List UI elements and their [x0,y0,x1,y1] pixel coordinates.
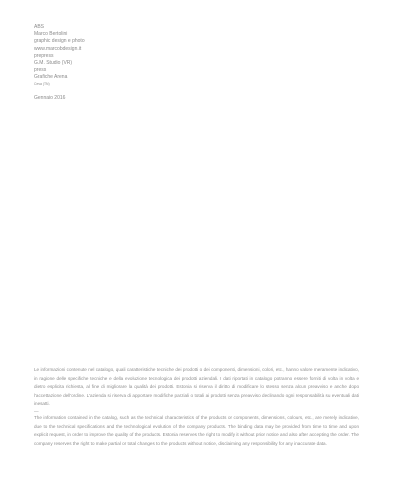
disclaimer-italian: Le informazioni contenute nel catalogo, quali caratteristiche tecniche dei prodotti o dei componenti, dimensioni, colori, etc., hanno valore meramente indicativo, in ragione delle specifiche tecniche e della evoluzione tecnologica dei prodotti aziendali. I dati riportati in catalogo potranno essere forniti di volta in volta e dietro esplicita richiesta, al fine di migliorare la qualità dei prodotti. Estonia si riserva il diritto di modificare lo stesso senza alcun preavviso e anche dopo l'accettazione dell'ordine. L'azienda si riserva di apportare modifiche parziali o totali ai prodotti senza preavviso declinando ogni responsabilità su eventuali dati inesatti. [34,367,359,407]
credits-role-press: press [34,67,47,74]
publication-date: Gennaio 2016 [34,94,66,101]
credits-printer: Grafiche Arena [34,74,68,81]
credits-prepress-studio: G.M. Studio (VR) [34,60,73,67]
disclaimer-divider: — [34,408,39,414]
credits-role-design: graphic design e photo [34,38,85,45]
credits-block [34,24,174,102]
credits-role-prepress: prepress [34,52,54,59]
credits-company: ABS [34,24,45,30]
credits-designer: Marco Bertolini [34,31,68,38]
credits-website: www.marcobdesign.it [34,45,82,52]
disclaimer-block [34,366,359,448]
disclaimer-english: The information contained in the catalog, such as the technical characteristics of the products or components, dimensions, colours, etc., are merely indicative, due to the technical specifications and the technological evolution of the company products. The binding data may be provided from time to time and upon explicit request, in order to improve the quality of the products. Estonia reserves the right to modify it without prior notice and also after accepting the order. The company reserves the right to make partial or total changes to the products without notice, disclaiming any responsibility for any inaccurate data. [34,414,359,446]
credits-printer-location: Ceva (TN) [34,81,50,86]
